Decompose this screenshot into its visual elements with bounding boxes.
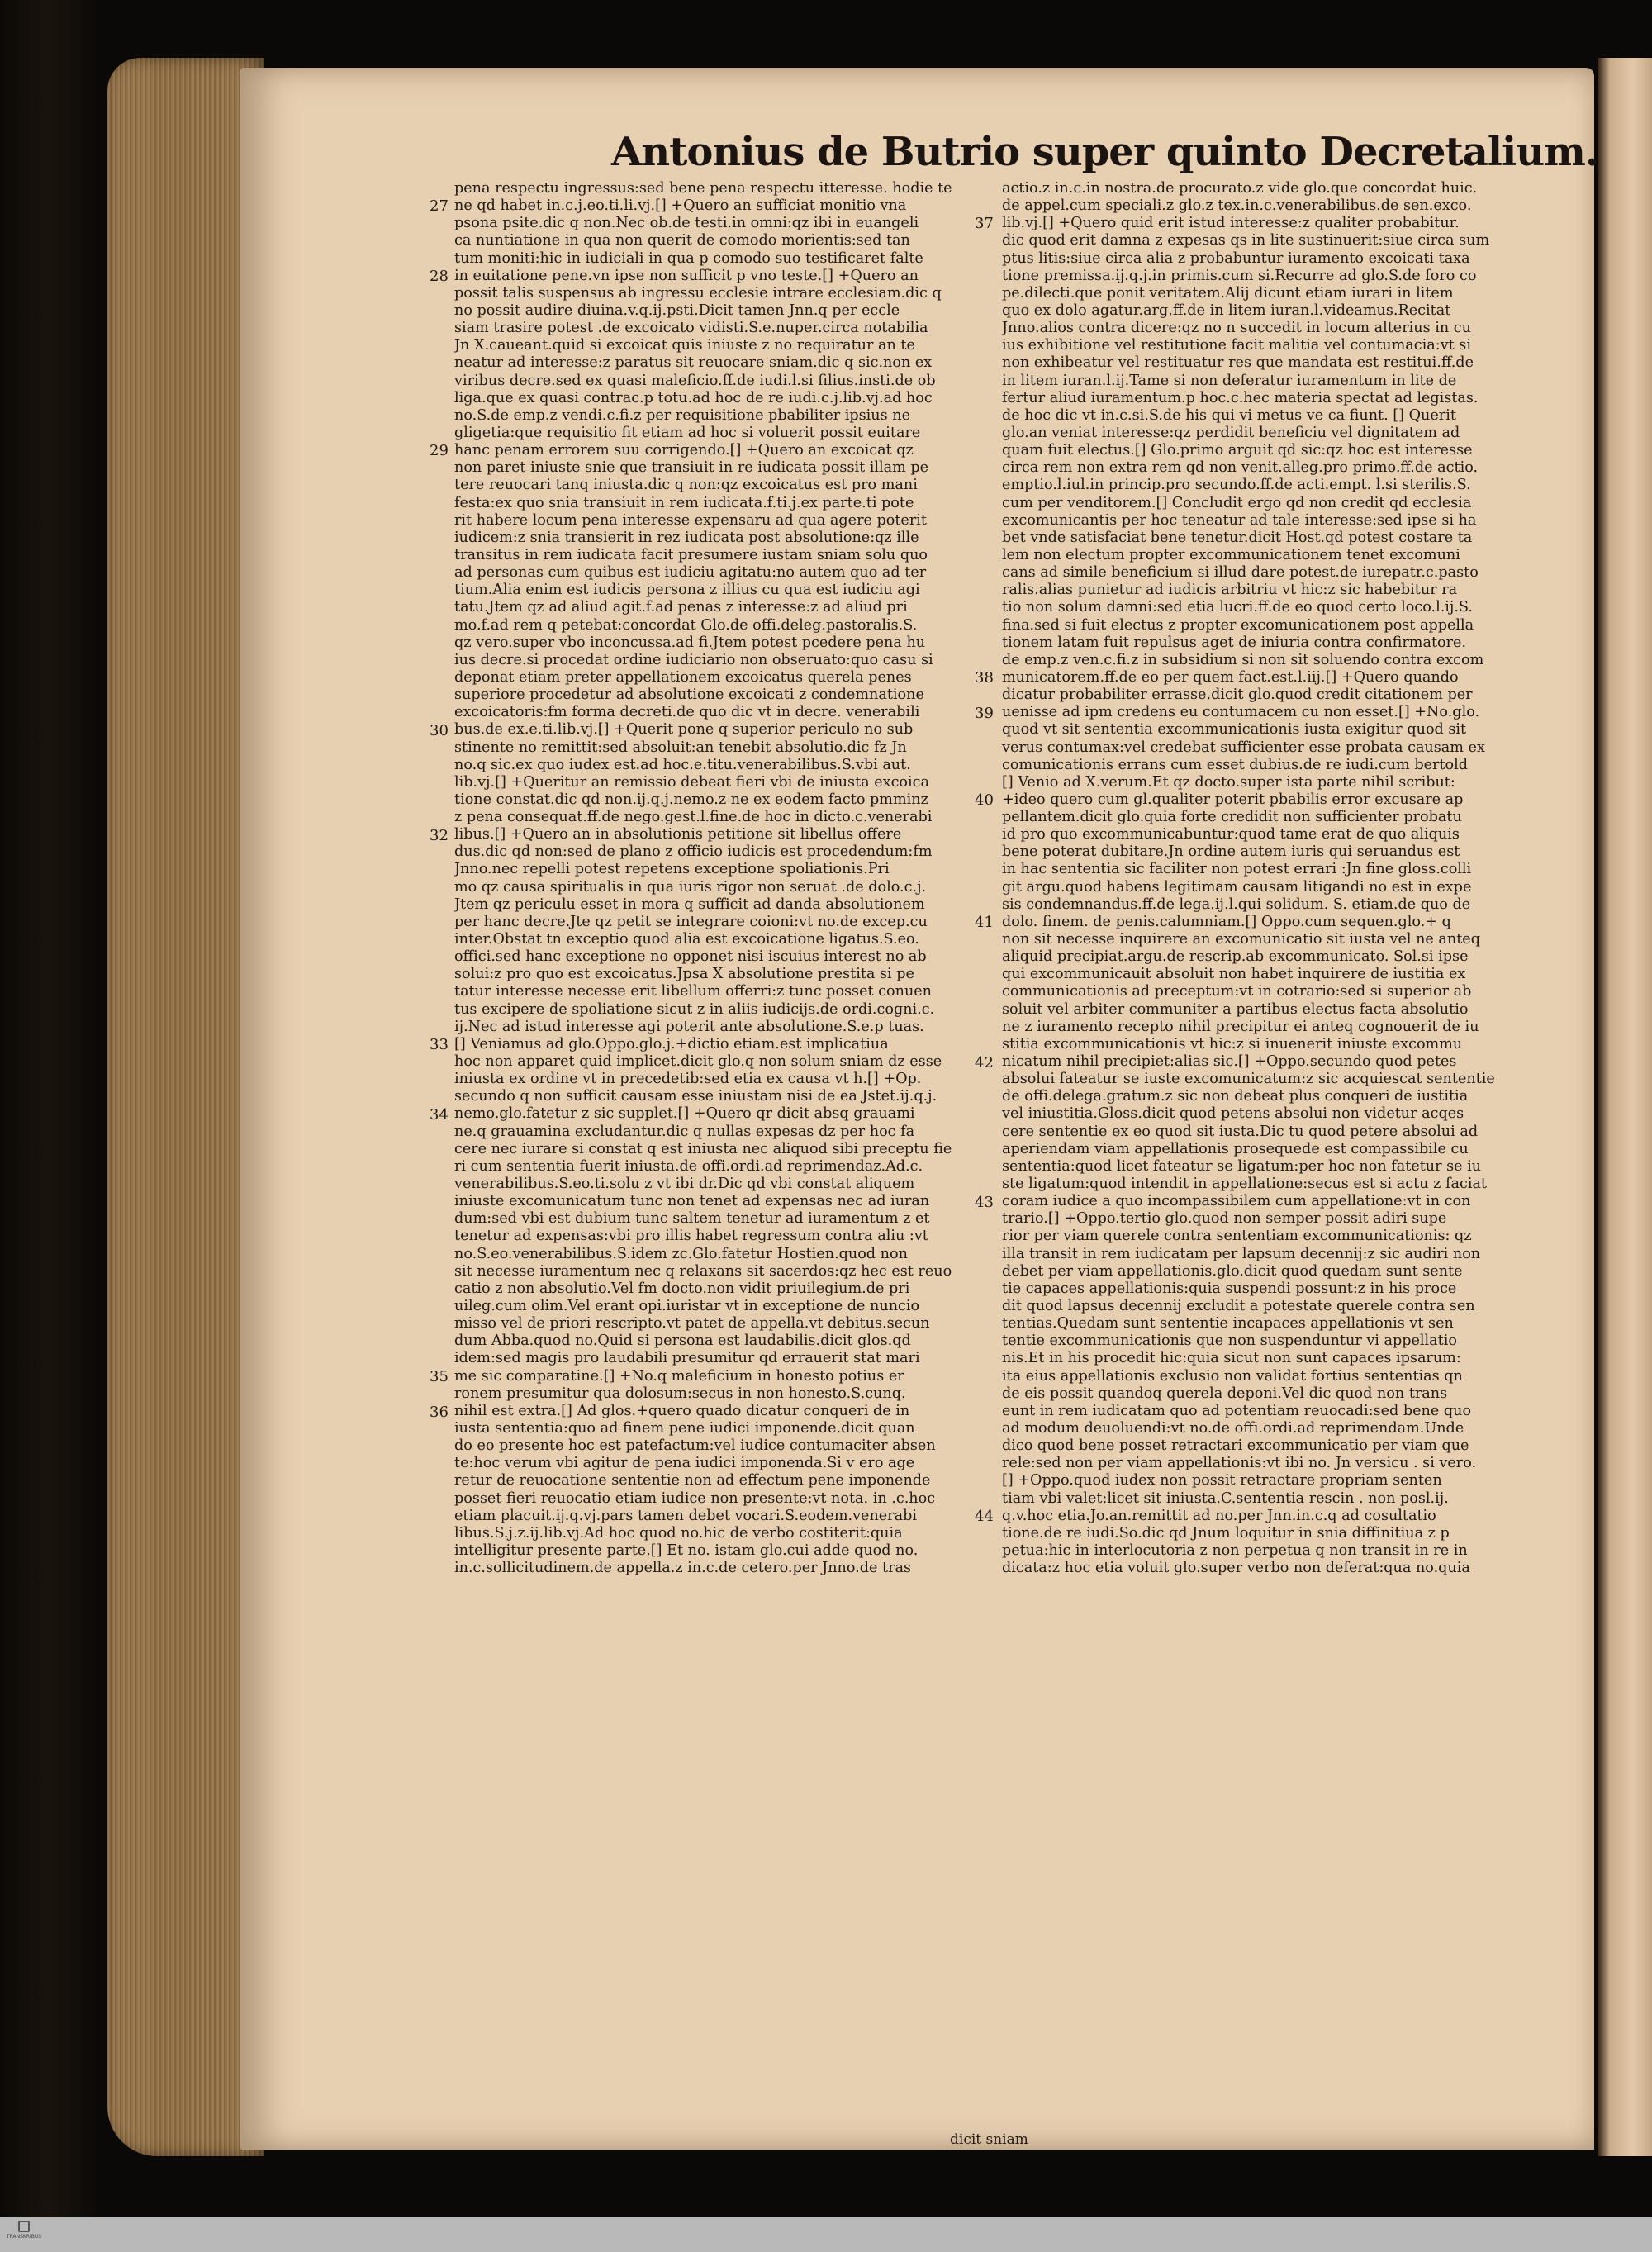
text-line: transitus in rem iudicata facit presumere iustam sniam solu quo — [454, 546, 928, 563]
text-line: dolo. finem. de penis.calumniam.[] Oppo.cum sequen.glo.+ q — [1002, 913, 1451, 930]
text-line: tione constat.dic qd non.ij.q.j.nemo.z ne ex eodem facto pmminz — [454, 791, 928, 808]
text-line: in euitatione pene.vn ipse non sufficit p vno teste.[] +Quero an — [454, 267, 919, 284]
text-line: excoicatoris:fm forma decreti.de quo dic vt in decre. venerabili — [454, 704, 920, 721]
margin-line-number: 43 — [975, 1193, 994, 1211]
text-line: [] +Oppo.quod iudex non possit retractare propriam senten — [1002, 1472, 1442, 1489]
text-line: venerabilibus.S.eo.ti.solu z vt ibi dr.Dic qd vbi constat aliquem — [454, 1176, 915, 1193]
margin-line-number: 39 — [975, 704, 994, 722]
text-line: trario.[] +Oppo.tertio glo.quod non semper possit adiri supe — [1002, 1210, 1447, 1228]
text-line: lib.vj.[] +Queritur an remissio debeat fieri vbi de iniusta excoica — [454, 773, 929, 791]
text-line: nis.Et in his procedit hic:quia sicut non sunt capaces ipsarum: — [1002, 1350, 1461, 1367]
margin-line-number: 33 — [430, 1036, 449, 1054]
text-line: libus.S.j.z.ij.lib.vj.Ad hoc quod no.hic de verbo costiterit:quia — [454, 1524, 903, 1542]
text-line: festa:ex quo snia transiuit in rem iudicata.f.ti.j.ex parte.ti pote — [454, 494, 914, 511]
text-line: ste ligatum:quod intendit in appellatione:secus est si actu z faciat — [1002, 1176, 1488, 1193]
text-line: [] Venio ad X.verum.Et qz docto.super ista parte nihil scribut: — [1002, 773, 1455, 791]
text-line: per hanc decre.Jte qz petit se integrare coioni:vt no.de excep.cu — [454, 913, 928, 930]
text-line: [] Veniamus ad glo.Oppo.glo.j.+dictio etiam.est implicatiua — [454, 1035, 889, 1052]
text-line: ptus litis:siue circa alia z probabuntur iuramento excoicati taxa — [1002, 249, 1470, 267]
text-line: comunicationis errans cum esset dubius.de re iudi.cum bertold — [1002, 756, 1468, 773]
text-line: Jtem qz periculu esset in mora q sufficit ad danda absolutionem — [454, 896, 925, 913]
text-line: cere sententie ex eo quod sit iusta.Dic tu quod petere absolui ad — [1002, 1123, 1479, 1140]
text-line: dicata:z hoc etia voluit glo.super verbo non deferat:qua no.quia — [1002, 1560, 1470, 1577]
text-line: tie capaces appellationis:quia suspendi possunt:z in his proce — [1002, 1280, 1457, 1297]
margin-line-number: 34 — [430, 1105, 449, 1124]
text-line: gligetia:que requisitio fit etiam ad hoc si voluerit possit euitare — [454, 424, 921, 441]
text-line: Jn X.caueant.quid si excoicat quis iniuste z no requiratur an te — [454, 337, 915, 354]
text-line: hoc non apparet quid implicet.dicit glo.q non solum sniam dz esse — [454, 1053, 942, 1071]
text-line: hanc penam errorem suu corrigendo.[] +Quero an excoicat qz — [454, 442, 914, 459]
text-line: coram iudice a quo incompassibilem cum appellatione:vt in con — [1002, 1193, 1471, 1210]
text-line: qz vero.super vbo inconcussa.ad fi.Jtem potest pcedere pena hu — [454, 634, 926, 651]
text-line: fina.sed si fuit electus z propter excomunicationem post appella — [1002, 616, 1474, 634]
rights-logo — [5, 2221, 43, 2249]
text-line: tus excipere de spoliatione sicut z in aliis iudicijs.de ordi.cogni.c. — [454, 1000, 935, 1018]
margin-line-number: 38 — [975, 669, 994, 687]
margin-line-number: 37 — [975, 215, 994, 233]
text-line: retur de reuocatione sententie non ad effectum pene imponende — [454, 1472, 931, 1489]
margin-line-number: 36 — [430, 1403, 449, 1421]
text-line: iniusta ex ordine vt in precedetib:sed etia ex causa vt h.[] +Op. — [454, 1071, 922, 1088]
text-line: emptio.l.iul.in princip.pro secundo.ff.de acti.empt. l.si sterilis.S. — [1002, 477, 1471, 494]
text-line: cere nec iurare si constat q est iniusta nec aliquod sibi preceptu fie — [454, 1140, 952, 1157]
text-line: tium.Alia enim est iudicis persona z illius cu qua est iudiciu agi — [454, 582, 920, 599]
text-line: sit necesse iuramentum nec q relaxans sit sacerdos:qz hec est reuo — [454, 1262, 952, 1280]
text-line: illa transit in rem iudicatam per lapsum decennij:z sic audiri non — [1002, 1245, 1481, 1262]
text-line: q.v.hoc etia.Jo.an.remittit ad no.per Jnn.in.c.q ad cosultatio — [1002, 1507, 1436, 1524]
text-line: cans ad simile beneficium si illud dare potest.de iurepatr.c.pasto — [1002, 564, 1479, 582]
right-text-column — [1002, 180, 1531, 2113]
text-line: nemo.glo.fatetur z sic supplet.[] +Quero qr dicit absq grauami — [454, 1105, 915, 1123]
text-line: rele:sed non per viam appellationis:vt ibi no. Jn versicu . si vero. — [1002, 1455, 1477, 1472]
left-text-column — [454, 180, 983, 2113]
text-line: petua:hic in interlocutoria z non perpetua q non transit in re in — [1002, 1542, 1468, 1559]
text-line: dum:sed vbi est dubium tunc saltem tenetur ad iuramentum z et — [454, 1210, 930, 1228]
text-line: ne.q grauamina excludantur.dic q nullas expesas dz per hoc fa — [454, 1123, 915, 1140]
running-head: Antonius de Butrio super quinto Decretalium. — [611, 129, 1598, 175]
rights-logo-text: TRANSKRIBUS — [6, 2234, 42, 2240]
text-line: aperiendam viam appellationis prosequede est compassibile cu — [1002, 1140, 1469, 1157]
text-line: tiam vbi valet:licet sit iniusta.C.sententia rescin . non posl.ij. — [1002, 1489, 1449, 1507]
text-line: municatorem.ff.de eo per quem fact.est.l.iij.[] +Quero quando — [1002, 668, 1459, 686]
text-line: glo.an veniat interesse:qz perdidit beneficiu vel dignitatem ad — [1002, 424, 1460, 441]
text-line: de offi.delega.gratum.z sic non debeat plus conqueri de iustitia — [1002, 1088, 1469, 1105]
text-line: ralis.alias punietur ad iudicis arbitriu vt hic:z sic habebitur ra — [1002, 582, 1458, 599]
text-line: z pena consequat.ff.de nego.gest.l.fine.de hoc in dicto.c.venerabi — [454, 809, 933, 826]
text-line: ita eius appellationis exclusio non validat fortius sententias qn — [1002, 1367, 1463, 1385]
text-line: lib.vj.[] +Quero quid erit istud interesse:z qualiter probabitur. — [1002, 215, 1460, 232]
text-line: idem:sed magis pro laudabili presumitur qd errauerit stat mari — [454, 1350, 920, 1367]
text-line: mo qz causa spiritualis in qua iuris rigor non seruat .de dolo.c.j. — [454, 878, 927, 896]
text-line: de appel.cum speciali.z glo.z tex.in.c.venerabilibus.de sen.exco. — [1002, 197, 1472, 215]
text-line: ronem presumitur qua dolosum:secus in non honesto.S.cunq. — [454, 1385, 906, 1402]
text-line: tere reuocari tanq iniusta.dic q non:qz excoicatus est pro mani — [454, 477, 918, 494]
text-line: iudicem:z snia transierit in rez iudicata post absolutione:qz ille — [454, 529, 919, 546]
text-line: qui excommunicauit absoluit non habet inquirere de iustitia ex — [1002, 966, 1466, 983]
text-line: quo ex dolo agatur.arg.ff.de in litem iuran.l.videamus.Recitat — [1002, 302, 1451, 319]
text-line: nicatum nihil precipiet:alias sic.[] +Oppo.secundo quod petes — [1002, 1053, 1457, 1071]
text-line: dum Abba.quod no.Quid si persona est laudabilis.dicit glos.qd — [454, 1333, 911, 1350]
text-line: de hoc dic vt in.c.si.S.de his qui vi metus ve ca fiunt. [] Querit — [1002, 406, 1456, 424]
text-line: Jnno.nec repelli potest repetens exceptione spoliationis.Pri — [454, 861, 890, 878]
text-line: stitia excommunicationis vt hic:z si inuenerit iniuste excommu — [1002, 1035, 1463, 1052]
text-line: ius decre.si procedat ordine iudiciario non obseruato:quo casu si — [454, 651, 933, 668]
text-line: excomunicantis per hoc teneatur ad tale interesse:sed ipse si ha — [1002, 511, 1477, 529]
text-line: pena respectu ingressus:sed bene pena respectu itteresse. hodie te — [454, 180, 952, 197]
text-line: catio z non absolutio.Vel fm docto.non vidit priuilegium.de pri — [454, 1280, 910, 1297]
text-line: ne z iuramento recepto nihil precipitur ei anteq cognouerit de iu — [1002, 1018, 1479, 1035]
text-line: +ideo quero cum gl.qualiter poterit pbabilis error excusare ap — [1002, 791, 1464, 808]
adjacent-page-edge — [1598, 58, 1652, 2156]
margin-line-number: 32 — [430, 826, 449, 844]
text-line: non sit necesse inquirere an excomunicatio sit iusta vel ne anteq — [1002, 931, 1480, 948]
text-line: bet vnde satisfaciat bene tenetur.dicit Host.qd potest costare ta — [1002, 529, 1473, 546]
text-line: libus.[] +Quero an in absolutionis petitione sit libellus offere — [454, 826, 902, 843]
viewer-bottom-bar — [0, 2217, 1652, 2252]
text-line: tione premissa.ij.q.j.in primis.cum si.Recurre ad glo.S.de foro co — [1002, 267, 1477, 284]
text-line: debet per viam appellationis.glo.dicit quod quedam sunt sente — [1002, 1262, 1463, 1280]
text-line: psona psite.dic q non.Nec ob.de testi.in omni:qz ibi in euangeli — [454, 215, 919, 232]
text-line: git argu.quod habens legitimam causam litigandi no est in expe — [1002, 878, 1472, 896]
margin-line-number: 42 — [975, 1053, 994, 1071]
catchword: dicit sniam — [950, 2131, 1028, 2148]
text-line: eunt in rem iudicatam quo ad potentiam reuocadi:sed bene quo — [1002, 1402, 1472, 1419]
margin-line-number: 41 — [975, 914, 994, 932]
text-line: ius exhibitione vel restitutione facit malitia vel contumacia:vt si — [1002, 337, 1471, 354]
text-line: tentie excommunicationis que non suspenduntur vi appellatio — [1002, 1333, 1457, 1350]
text-line: dit quod lapsus decennij excludit a potestate querele contra sen — [1002, 1298, 1475, 1314]
text-line: tentias.Quedam sunt sententie incapaces appellationis vt sen — [1002, 1315, 1454, 1333]
text-line: intelligitur presente parte.[] Et no. istam glo.cui adde quod no. — [454, 1542, 919, 1559]
text-line: no.q sic.ex quo iudex est.ad hoc.e.titu.venerabilibus.S.vbi aut. — [454, 756, 911, 773]
text-line: non paret iniuste snie que transiuit in re iudicata possit illam pe — [454, 459, 929, 477]
text-line: tio non solum damni:sed etia lucri.ff.de eo quod certo loco.l.ij.S. — [1002, 599, 1473, 616]
text-line: no possit audire diuina.v.q.ij.psti.Dicit tamen Jnn.q per eccle — [454, 302, 900, 319]
text-line: rior per viam querele contra sententiam excommunicationis: qz — [1002, 1228, 1472, 1245]
text-line: de eis possit quandoq querela deponi.Vel dic quod non trans — [1002, 1385, 1448, 1402]
margin-line-number: 28 — [430, 267, 449, 285]
text-line: deponat etiam preter appellationem excoicatus querela penes — [454, 668, 912, 686]
margin-line-number: 27 — [430, 197, 449, 216]
text-line: do eo presente hoc est patefactum:vel iudice contumaciter absen — [454, 1437, 936, 1455]
text-line: iniuste excomunicatum tunc non tenet ad expensas nec ad iuran — [454, 1193, 930, 1210]
text-line: id pro quo excommunicabuntur:quod tame erat de quo aliquis — [1002, 826, 1460, 843]
text-line: te:hoc verum vbi agitur de pena iudici imponenda.Si v ero age — [454, 1455, 915, 1472]
text-line: sis condemnandus.ff.de lega.ij.l.qui solidum. S. etiam.de quo de — [1002, 896, 1471, 913]
text-line: stinente no remittit:sed absoluit:an tenebit absolutio.dic fz Jn — [454, 739, 907, 756]
text-line: absolui fateatur se iuste excomunicatum:z sic acquiescat sententie — [1002, 1071, 1495, 1088]
text-line: neatur ad interesse:z paratus sit reuocare sniam.dic q sic.non ex — [454, 354, 933, 372]
text-line: soluit vel arbiter communiter a partibus electus facta absolutio — [1002, 1000, 1469, 1018]
text-line: dus.dic qd non:sed de plano z officio iudicis est procedendum:fm — [454, 843, 933, 861]
text-line: non exhibeatur vel restituatur res que mandata est restitui.ff.de — [1002, 354, 1474, 372]
margin-line-number: 44 — [975, 1508, 994, 1526]
text-line: ne qd habet in.c.j.eo.ti.li.vj.[] +Quero an sufficiat monitio vna — [454, 197, 907, 215]
text-line: iusta sententia:quo ad finem pene iudici imponende.dicit quan — [454, 1419, 915, 1437]
margin-line-number: 35 — [430, 1368, 449, 1386]
text-line: etiam placuit.ij.q.vj.pars tamen debet vocari.S.eodem.venerabi — [454, 1507, 917, 1524]
text-line: pe.dilecti.que ponit veritatem.Alij dicunt etiam iurari in litem — [1002, 284, 1454, 302]
text-line: offici.sed hanc exceptione no opponet nisi iscuius interest no ab — [454, 948, 927, 966]
text-line: bus.de ex.e.ti.lib.vj.[] +Querit pone q superior periculo no sub — [454, 721, 914, 739]
text-line: secundo q non sufficit causam esse iniustam nisi de ea Jstet.ij.q.j. — [454, 1088, 938, 1105]
text-line: dico quod bene posset retractari excommunicatio per viam que — [1002, 1437, 1469, 1455]
text-line: no.S.de emp.z vendi.c.fi.z per requisitione pbabiliter ipsius ne — [454, 406, 910, 424]
text-line: rit habere locum pena interesse expensaru ad qua agere poterit — [454, 511, 927, 529]
text-line: siam trasire potest .de excoicato vidisti.S.e.nuper.circa notabilia — [454, 320, 928, 337]
text-line: me sic comparatine.[] +No.q maleficium in honesto potius er — [454, 1367, 904, 1385]
text-line: ca nuntiatione in qua non querit de comodo morientis:sed tan — [454, 232, 910, 249]
text-line: mo.f.ad rem q petebat:concordat Glo.de offi.deleg.pastoralis.S. — [454, 616, 918, 634]
text-line: actio.z in.c.in nostra.de procurato.z vide glo.que concordat huic. — [1002, 180, 1478, 197]
text-line: circa rem non extra rem qd non venit.alleg.pro primo.ff.de actio. — [1002, 459, 1479, 477]
margin-line-number: 40 — [975, 791, 994, 810]
logo-mark-icon — [18, 2221, 30, 2232]
text-line: Jnno.alios contra dicere:qz no n succedit in locum alterius in cu — [1002, 320, 1471, 337]
text-line: communicationis ad preceptum:vt in cotrario:sed si superior ab — [1002, 983, 1472, 1000]
text-line: ij.Nec ad istud interesse agi poterit ante absolutione.S.e.p tuas. — [454, 1018, 924, 1035]
text-line: tatur interesse necesse erit libellum offerri:z tunc posset conuen — [454, 983, 933, 1000]
text-line: in litem iuran.l.ij.Tame si non deferatur iuramentum in lite de — [1002, 372, 1457, 389]
text-line: pellantem.dicit glo.quia forte credidit non sufficienter probatu — [1002, 809, 1462, 826]
text-line: fertur aliud iuramentum.p hoc.c.hec materia spectat ad legistas. — [1002, 389, 1479, 406]
text-line: posset fieri reuocatio etiam iudice non presente:vt nota. in .c.hoc — [454, 1489, 936, 1507]
text-line: uenisse ad ipm credens eu contumacem cu non esset.[] +No.glo. — [1002, 704, 1480, 721]
text-line: tionem latam fuit repulsus aget de iniuria contra confirmatore. — [1002, 634, 1467, 651]
text-line: quam fuit electus.[] Glo.primo arguit qd sic:qz hoc est interesse — [1002, 442, 1473, 459]
text-line: liga.que ex quasi contrac.p totu.ad hoc de re iudi.c.j.lib.vj.ad hoc — [454, 389, 933, 406]
text-line: superiore procedetur ad absolutione excoicati z condemnatione — [454, 687, 924, 704]
text-line: verus contumax:vel credebat sufficienter esse probata causam ex — [1002, 739, 1485, 756]
margin-line-number: 30 — [430, 721, 449, 739]
text-line: lem non electum propter excommunicationem tenet excomuni — [1002, 546, 1460, 563]
text-line: uileg.cum olim.Vel erant opi.iuristar vt in exceptione de nuncio — [454, 1298, 920, 1314]
text-line: viribus decre.sed ex quasi maleficio.ff.de iudi.l.si filius.insti.de ob — [454, 372, 936, 389]
text-line: nihil est extra.[] Ad glos.+quero quado dicatur conqueri de in — [454, 1402, 910, 1419]
text-line: tione.de re iudi.So.dic qd Jnum loquitur in snia diffinitiua z p — [1002, 1524, 1450, 1542]
text-line: no.S.eo.venerabilibus.S.idem zc.Glo.fatetur Hostien.quod non — [454, 1245, 908, 1262]
text-line: ad modum deuoluendi:vt no.de offi.ordi.ad reprimendam.Unde — [1002, 1419, 1464, 1437]
text-line: quod vt sit sententia excommunicationis iusta exigitur quod sit — [1002, 721, 1467, 739]
text-line: tenetur ad expensas:vbi pro illis habet regressum contra aliu :vt — [454, 1228, 928, 1245]
text-line: bene poterat dubitare.Jn ordine autem iuris qui seruandus est — [1002, 843, 1460, 861]
text-line: in.c.sollicitudinem.de appella.z in.c.de cetero.per Jnno.de tras — [454, 1560, 912, 1577]
text-line: inter.Obstat tn exceptio quod alia est excoicatione ligatus.S.eo. — [454, 931, 919, 948]
margin-line-number: 29 — [430, 442, 449, 460]
text-line: dic quod erit damna z expesas qs in lite sustinuerit:siue circa sum — [1002, 232, 1490, 249]
text-line: sententia:quod licet fateatur se ligatum:per hoc non fatetur se iu — [1002, 1157, 1482, 1175]
text-line: de emp.z ven.c.fi.z in subsidium si non sit soluendo contra excom — [1002, 651, 1484, 668]
text-line: misso vel de priori rescripto.vt patet de appella.vt debitus.secun — [454, 1315, 930, 1333]
text-line: in hac sententia sic faciliter non potest errari :Jn fine gloss.colli — [1002, 861, 1472, 878]
text-line: tatu.Jtem qz ad aliud agit.f.ad penas z interesse:z ad aliud pri — [454, 599, 908, 616]
text-line: ri cum sententia fuerit iniusta.de offi.ordi.ad reprimendaz.Ad.c. — [454, 1157, 923, 1175]
text-line: possit talis suspensus ab ingressu ecclesie intrare ecclesiam.dic q — [454, 284, 942, 302]
text-line: cum per venditorem.[] Concludit ergo qd non credit qd ecclesia — [1002, 494, 1472, 511]
text-line: dicatur probabiliter errasse.dicit glo.quod credit citationem per — [1002, 687, 1473, 704]
text-line: aliquid precipiat.argu.de rescrip.ab excommunicato. Sol.si ipse — [1002, 948, 1469, 966]
text-line: ad personas cum quibus est iudiciu agitatu:no autem quo ad ter — [454, 564, 927, 582]
text-line: vel iniustitia.Gloss.dicit quod petens absolui non videtur acqes — [1002, 1105, 1464, 1123]
text-line: tum moniti:hic in iudiciali in qua p comodo suo testificaret falte — [454, 249, 923, 267]
text-line: solui:z pro quo est excoicatus.Jpsa X absolutione prestita si pe — [454, 966, 914, 983]
